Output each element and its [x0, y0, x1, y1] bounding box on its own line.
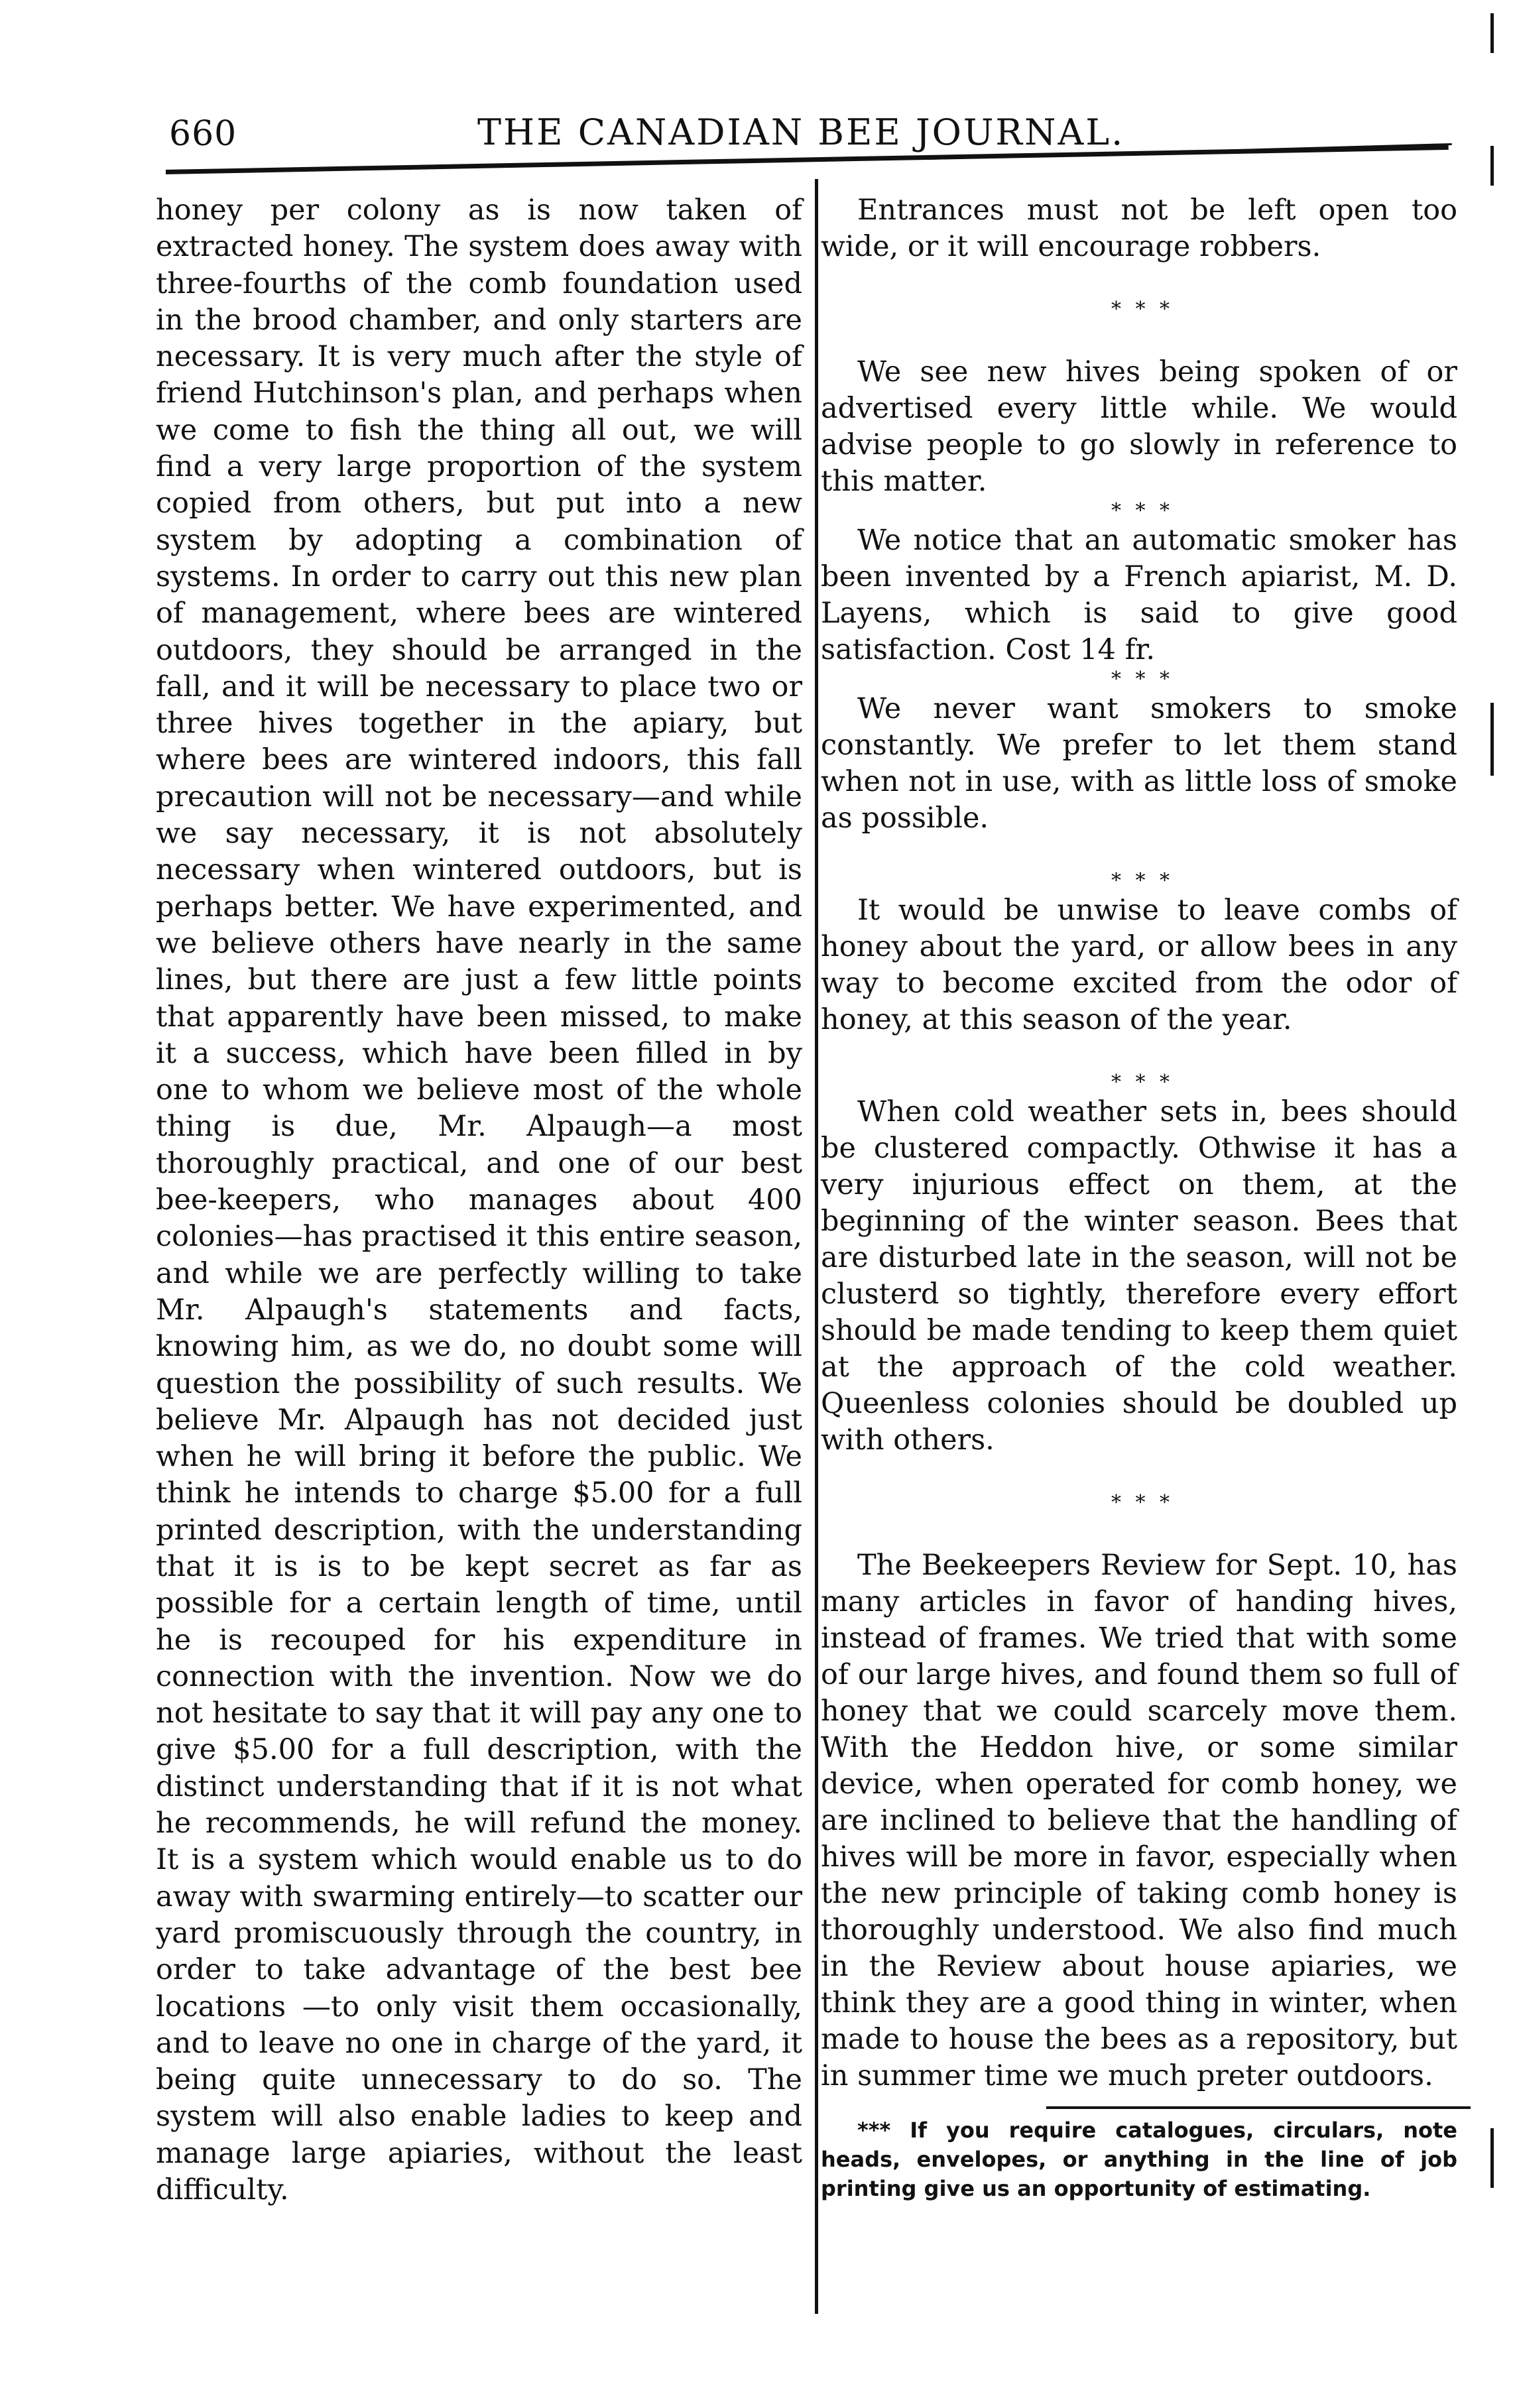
page-edge-mark — [1490, 703, 1494, 776]
paragraph-beekeepers-review: The Beekeepers Review for Sept. 10, has many articles in favor of handing hives, instead of frames. We tried that with some of our large hives, and found them so full of honey that we could scarcely move them. With the Heddon hive, or some similar device, when operated for comb honey, we are inclined to believe that the handling of hives will be more in favor, especially when the new principle of taking comb honey is thoroughly understood. We also find much in the Review about house apiaries, we think they are a good thing in winter, when made to house the bees as a repository, but in summer time we much preter outdoors. — [821, 1549, 1457, 2092]
asterism: * * * — [1111, 869, 1174, 892]
advert-rule — [1046, 2106, 1471, 2109]
page-edge-mark — [1490, 2128, 1494, 2188]
column-divider — [815, 179, 818, 2314]
paragraph-automatic-smoker: We notice that an automatic smoker has been invented by a French apiarist, M. D. Layens, which is said to give good satisfaction. Cost 14 fr. — [821, 524, 1457, 666]
right-column — [821, 192, 1457, 2203]
asterism: * * * — [1111, 1491, 1174, 1514]
page-edge-mark — [1490, 146, 1494, 186]
asterism: * * * — [1111, 499, 1174, 522]
page-number: 660 — [169, 114, 237, 154]
paragraph-new-hives: We see new hives being spoken of or advertised every little while. We would advise people to go slowly in reference to this matter. — [821, 355, 1457, 498]
paragraph-smokers: We never want smokers to smoke constantly. We prefer to let them stand when not in use, with as little loss of smoke as possible. — [821, 692, 1457, 835]
paragraph-entrances: Entrances must not be left open too wide, or it will encourage robbers. — [821, 194, 1457, 263]
left-column — [156, 192, 802, 2208]
job-printing-advert: *** If you require catalogues, circulars, note heads, envelopes, or anything in the line of job printing give us an opportunity of estimating. — [821, 2118, 1457, 2201]
paragraph-combs-of-honey: It would be unwise to leave combs of honey about the yard, or allow bees in any way to become excited from the odor of honey, at this season of the year. — [821, 894, 1457, 1036]
asterism: * * * — [1111, 298, 1174, 321]
asterism: * * * — [1111, 1071, 1174, 1094]
journal-title: THE CANADIAN BEE JOURNAL. — [477, 111, 1125, 153]
asterism: * * * — [1111, 668, 1174, 691]
article-text: honey per colony as is now taken of extracted honey. The system does away with three-fourths of the comb foundation used in the brood chamber, and only starters are necessary. It is very much after the style of friend Hutchinson's plan, and perhaps when we come to fish the thing all out, we will find a very large proportion of the system copied from others, but put into a new system by adopting a combination of systems. In order to carry out this new plan of management, where bees are wintered outdoors, they should be arranged in the fall, and it will be necessary to place two or three hives together in the apiary, but where bees are wintered indoors, this fall precaution will not be necessary—and while we say necessary, it is not absolutely necessary when wintered outdoors, but is perhaps better. We have experimented, and we believe others have nearly in the same lines, but there are just a few little points that apparently have been missed, to make it a success, which have been filled in by one to whom we believe most of the whole thing is due, Mr. Alpaugh—a most thoroughly practical, and one of our best bee-keepers, who manages about 400 colonies—has practised it this entire season, and while we are perfectly willing to take Mr. Alpaugh's statements and facts, knowing him, as we do, no doubt some will question the possibility of such results. We believe Mr. Alpaugh has not decided just when he will bring it before the public. We think he intends to charge $5.00 for a full printed description, with the understanding that it is is to be kept secret as far as possible for a certain length of time, until he is recouped for his expenditure in connection with the invention. Now we do not hesitate to say that it will pay any one to give $5.00 for a full description, with the distinct understanding that if it is not what he recommends, he will refund the money. It is a system which would enable us to do away with swarming entirely—to scatter our yard promiscuously through the country, in order to take advantage of the best bee locations —to only visit them occasionally, and to leave no one in charge of the yard, it being quite unnecessary to do so. The system will also enable ladies to keep and manage large apiaries, without the least difficulty. — [156, 194, 802, 2207]
paragraph-cold-weather: When cold weather sets in, bees should be clustered compactly. Othwise it has a very injurious effect on them, at the beginning of the winter season. Bees that are disturbed late in the season, will not be clusterd so tightly, therefore every effort should be made tending to keep them quiet at the approach of the cold weather. Queenless colonies should be doubled up with others. — [821, 1095, 1457, 1457]
page-edge-mark — [1490, 13, 1494, 53]
